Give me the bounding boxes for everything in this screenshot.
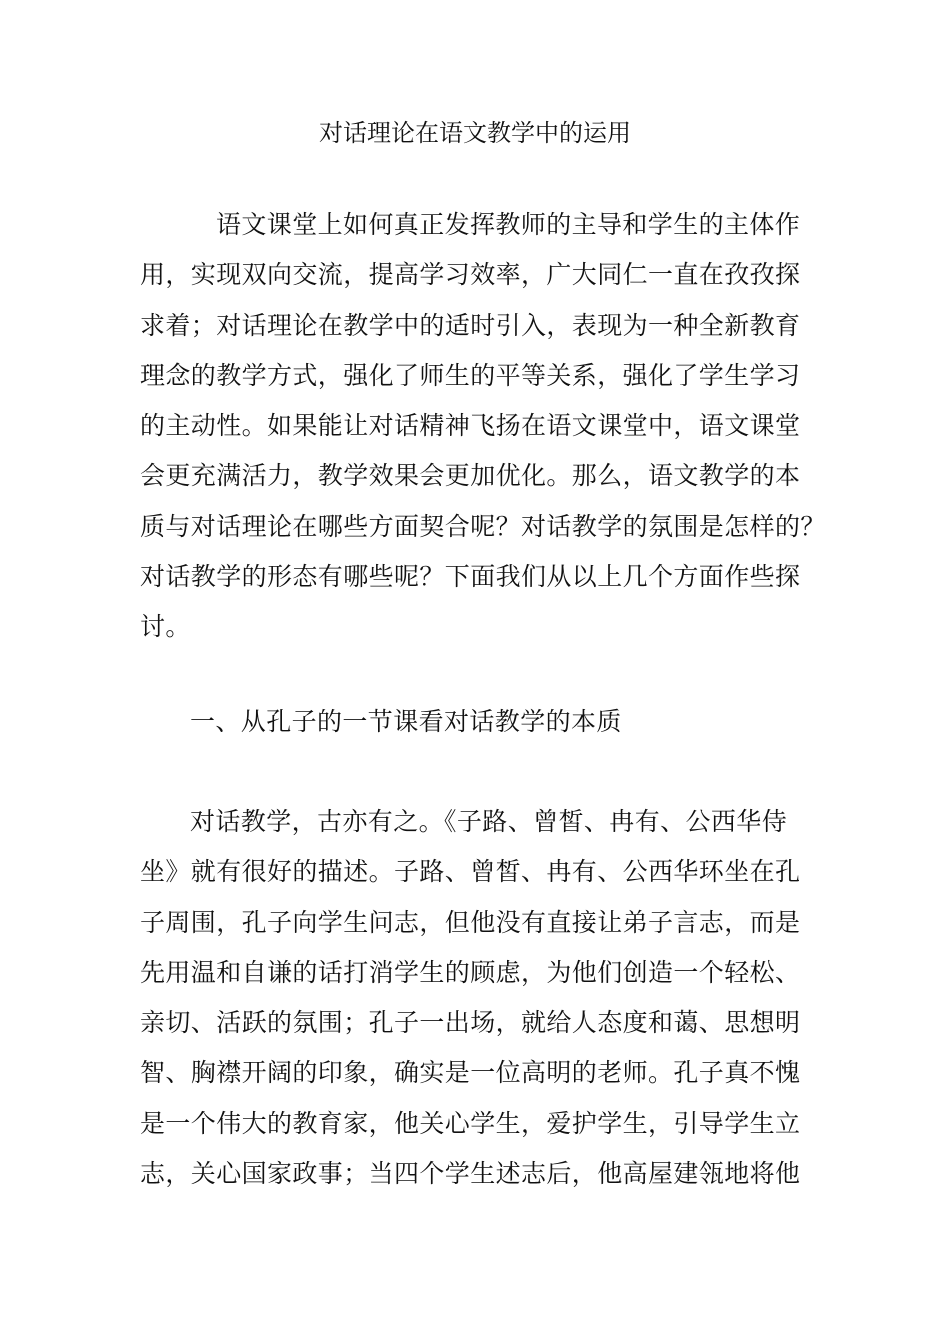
paragraph-line: 是一个伟大的教育家，他关心学生，爱护学生，引导学生立 <box>140 1108 801 1138</box>
paragraph-line: 质与对话理论在哪些方面契合呢？对话教学的氛围是怎样的？ <box>140 511 826 541</box>
paragraph-line: 对话教学的形态有哪些呢？下面我们从以上几个方面作些探 <box>140 562 801 592</box>
section-heading <box>140 697 840 747</box>
paragraph-line: 志，关心国家政事；当四个学生述志后，他高屋建瓴地将他 <box>140 1159 801 1189</box>
paragraph-line: 会更充满活力，教学效果会更加优化。那么，语文教学的本 <box>140 461 801 491</box>
paragraph-line: 坐》就有很好的描述。子路、曾皙、冉有、公西华环坐在孔 <box>140 857 801 887</box>
section1-paragraph <box>140 797 840 1199</box>
paragraph-line: 智、胸襟开阔的印象，确实是一位高明的老师。孔子真不愧 <box>140 1058 801 1088</box>
paragraph-line: 先用温和自谦的话打消学生的顾虑，为他们创造一个轻松、 <box>140 957 801 987</box>
section-heading-text: 一、从孔子的一节课看对话教学的本质 <box>190 707 622 736</box>
document-title: 对话理论在语文教学中的运用 <box>319 119 631 147</box>
paragraph-line: 子周围，孔子向学生问志，但他没有直接让弟子言志，而是 <box>140 907 801 937</box>
paragraph-line: 理念的教学方式，强化了师生的平等关系，强化了学生学习 <box>140 360 801 390</box>
paragraph-line: 讨。 <box>140 612 191 642</box>
paragraph-line: 用，实现双向交流，提高学习效率，广大同仁一直在孜孜探 <box>140 260 801 290</box>
paragraph-line: 亲切、活跃的氛围；孔子一出场，就给人态度和蔼、思想明 <box>140 1008 801 1038</box>
paragraph-line: 对话教学，古亦有之。《子路、曾皙、冉有、公西华侍 <box>190 807 788 836</box>
paragraph-line: 语文课堂上如何真正发挥教师的主导和学生的主体作 <box>216 210 801 239</box>
paragraph-line: 求着；对话理论在教学中的适时引入，表现为一种全新教育 <box>140 310 801 340</box>
intro-paragraph <box>140 200 840 653</box>
paragraph-line: 的主动性。如果能让对话精神飞扬在语文课堂中，语文课堂 <box>140 411 801 441</box>
